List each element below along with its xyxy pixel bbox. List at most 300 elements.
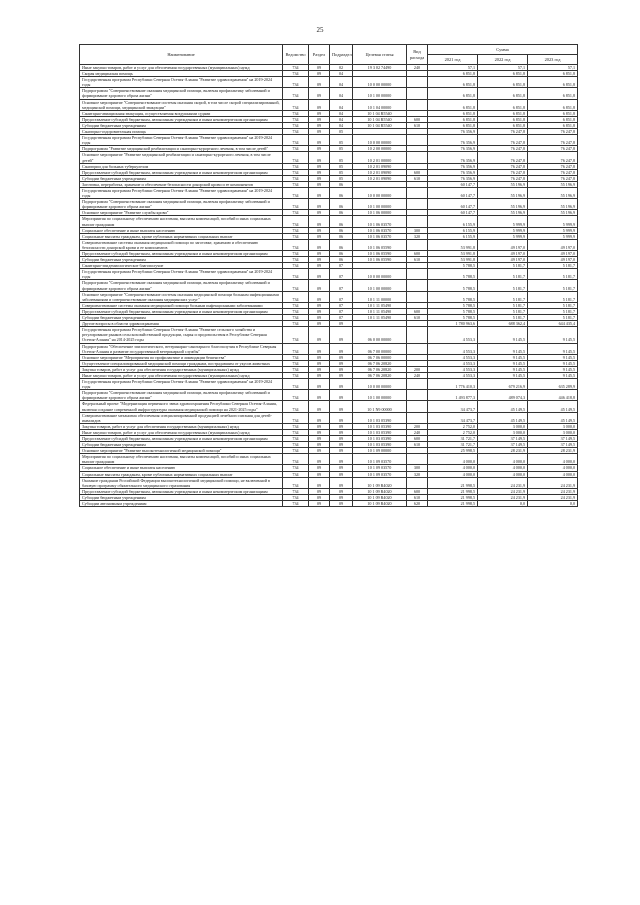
cell-ved: 734 <box>283 488 309 494</box>
cell-razd: 09 <box>309 239 330 250</box>
cell-ved: 734 <box>283 302 309 308</box>
cell-razd: 09 <box>309 210 330 216</box>
cell-vr: 610 <box>407 175 428 181</box>
table-row <box>80 477 578 488</box>
cell-vr <box>407 280 428 291</box>
cell-name: Подпрограмма "Совершенствование оказания медицинской помощи, включая профилактику заболеваний и формирование здорового образа жизни" <box>80 199 283 210</box>
table-row <box>80 99 578 110</box>
cell-cs: 10 1 04 R5540 <box>353 122 407 128</box>
cell-razd: 09 <box>309 379 330 390</box>
cell-2022: 24 231,9 <box>478 494 528 500</box>
cell-razd: 09 <box>309 454 330 465</box>
cell-2021: 6 851,8 <box>428 122 478 128</box>
cell-name: Субсидии бюджетным учреждениям <box>80 175 283 181</box>
cell-2021: 5 788,5 <box>428 308 478 314</box>
cell-name: Другие вопросы в области здравоохранения <box>80 321 283 327</box>
cell-2021: 34 473,7 <box>428 412 478 423</box>
cell-vr: 300 <box>407 465 428 471</box>
cell-razd: 09 <box>309 494 330 500</box>
cell-2023: 5 181,7 <box>528 280 578 291</box>
cell-ved: 734 <box>283 442 309 448</box>
cell-name: Предоставление субсидий бюджетным, автономным учреждениям и иным некоммерческим организациям <box>80 308 283 314</box>
cell-2023: 6 851,8 <box>528 77 578 88</box>
cell-2022: 9 145,5 <box>478 372 528 378</box>
cell-ved: 734 <box>283 291 309 302</box>
cell-cs: 10 1 03 05390 <box>353 412 407 423</box>
cell-razd: 09 <box>309 175 330 181</box>
cell-razd: 09 <box>309 251 330 257</box>
cell-name: Субсидии бюджетным учреждениям <box>80 442 283 448</box>
cell-vr: 240 <box>407 65 428 71</box>
cell-ved: 734 <box>283 390 309 401</box>
cell-ved: 734 <box>283 372 309 378</box>
cell-ved: 734 <box>283 129 309 135</box>
cell-razd: 09 <box>309 169 330 175</box>
cell-podr: 09 <box>330 321 353 327</box>
cell-podr: 04 <box>330 122 353 128</box>
cell-vr <box>407 135 428 146</box>
cell-2021: 4 000,0 <box>428 465 478 471</box>
cell-2021: 25 998,5 <box>428 448 478 454</box>
cell-2021: 34 473,7 <box>428 401 478 412</box>
cell-cs: 10 1 09 R4020 <box>353 501 407 507</box>
cell-vr <box>407 77 428 88</box>
cell-ved: 734 <box>283 465 309 471</box>
cell-2023: 0,0 <box>528 501 578 507</box>
cell-2023: 6 851,8 <box>528 88 578 99</box>
cell-cs: 10 1 04 R5540 <box>353 110 407 116</box>
cell-2022: 5 181,7 <box>478 269 528 280</box>
cell-2021: 76 356,9 <box>428 135 478 146</box>
cell-ved: 734 <box>283 308 309 314</box>
cell-podr: 09 <box>330 448 353 454</box>
cell-ved: 734 <box>283 423 309 429</box>
cell-vr <box>407 99 428 110</box>
cell-2021: 60 147,7 <box>428 199 478 210</box>
cell-podr: 06 <box>330 199 353 210</box>
cell-name: Оказание гражданам Российской Федерации высокотехнологичной медицинской помощи, не включенной в базовую программу обязательного медицинского страхования <box>80 477 283 488</box>
table-row <box>80 379 578 390</box>
cell-name: Мероприятия по социальному обеспечению населения, выплаты компенсаций, пособий и иных социальных выплат гражданам <box>80 216 283 227</box>
cell-cs: 10 1 09 03570 <box>353 465 407 471</box>
cell-2023: 5 181,7 <box>528 263 578 269</box>
cell-name: Совершенствование системы оказания медицинской помощи больным инфекционными заболеваниями <box>80 302 283 308</box>
cell-podr: 06 <box>330 187 353 198</box>
cell-podr: 06 <box>330 239 353 250</box>
cell-name: Предоставление субсидий бюджетным, автономным учреждениям и иным некоммерческим организациям <box>80 169 283 175</box>
cell-razd: 09 <box>309 488 330 494</box>
cell-vr: 600 <box>407 116 428 122</box>
cell-2021: 31 721,7 <box>428 442 478 448</box>
cell-2023: 28 231,9 <box>528 448 578 454</box>
cell-ved: 734 <box>283 65 309 71</box>
cell-2021: 76 356,9 <box>428 175 478 181</box>
table-row <box>80 135 578 146</box>
cell-2021: 5 788,5 <box>428 280 478 291</box>
cell-cs: 10 1 11 05490 <box>353 308 407 314</box>
cell-cs: 19 3 02 74490 <box>353 65 407 71</box>
cell-vr: 240 <box>407 429 428 435</box>
cell-vr: 600 <box>407 488 428 494</box>
cell-2022: 76 247,8 <box>478 169 528 175</box>
cell-razd: 09 <box>309 390 330 401</box>
cell-razd: 09 <box>309 187 330 198</box>
cell-2021: 6 155,9 <box>428 216 478 227</box>
cell-2021: 21 998,5 <box>428 494 478 500</box>
cell-2022: 489 074,3 <box>478 390 528 401</box>
cell-cs: 10 1 09 03570 <box>353 454 407 465</box>
cell-name: Основное мероприятие "Развитие службы крови" <box>80 210 283 216</box>
cell-2021: 6 155,9 <box>428 227 478 233</box>
cell-vr <box>407 390 428 401</box>
cell-name: Предоставление субсидий бюджетным, автономным учреждениям и иным некоммерческим организациям <box>80 488 283 494</box>
cell-2022: 45 149,5 <box>478 401 528 412</box>
cell-name: Субсидии бюджетным учреждениям <box>80 122 283 128</box>
cell-vr <box>407 401 428 412</box>
cell-cs: 10 1 06 03570 <box>353 216 407 227</box>
cell-2023: 5 181,7 <box>528 291 578 302</box>
cell-vr <box>407 343 428 354</box>
cell-podr: 06 <box>330 251 353 257</box>
cell-2023: 76 247,8 <box>528 175 578 181</box>
cell-razd: 09 <box>309 465 330 471</box>
cell-razd: 09 <box>309 280 330 291</box>
cell-2021: 1 493 877,3 <box>428 390 478 401</box>
cell-razd: 09 <box>309 135 330 146</box>
cell-2022: 55 196,9 <box>478 210 528 216</box>
cell-name: Государственная программа Республики Северная Осетия-Алания "Развитие здравоохранения" на 2019-2024 годы <box>80 135 283 146</box>
cell-cs: 10 1 06 00000 <box>353 210 407 216</box>
cell-2021: 1 780 963,6 <box>428 321 478 327</box>
cell-2021: 57,1 <box>428 65 478 71</box>
cell-ved: 734 <box>283 315 309 321</box>
cell-2021: 6 851,8 <box>428 116 478 122</box>
table-header <box>80 45 578 65</box>
budget-table <box>79 44 578 507</box>
cell-ved: 734 <box>283 88 309 99</box>
header-razd: Раздел <box>309 45 330 65</box>
cell-cs: 10 1 00 00000 <box>353 280 407 291</box>
cell-ved: 734 <box>283 216 309 227</box>
cell-vr: 240 <box>407 372 428 378</box>
cell-vr <box>407 199 428 210</box>
cell-podr: 09 <box>330 465 353 471</box>
cell-2022: 5 181,7 <box>478 291 528 302</box>
table-body <box>80 65 578 507</box>
cell-2023: 446 418,8 <box>528 390 578 401</box>
header-ved: Ведомство <box>283 45 309 65</box>
cell-podr: 06 <box>330 181 353 187</box>
cell-name: Социальные выплаты гражданам, кроме публичных нормативных социальных выплат <box>80 233 283 239</box>
cell-cs: 06 0 00 00000 <box>353 327 407 343</box>
cell-ved: 734 <box>283 360 309 366</box>
cell-2022: 5 181,7 <box>478 263 528 269</box>
cell-2021: 76 356,9 <box>428 146 478 152</box>
cell-razd: 09 <box>309 302 330 308</box>
table-row <box>80 216 578 227</box>
cell-2022: 9 145,5 <box>478 343 528 354</box>
cell-cs: 10 1 06 05590 <box>353 251 407 257</box>
cell-razd: 09 <box>309 99 330 110</box>
cell-2022: 45 149,5 <box>478 412 528 423</box>
cell-name: Предоставление субсидий бюджетным, автономным учреждениям и иным некоммерческим организациям <box>80 251 283 257</box>
cell-vr <box>407 412 428 423</box>
cell-2023: 5 181,7 <box>528 302 578 308</box>
cell-2022: 4 000,0 <box>478 454 528 465</box>
cell-name: Совершенствование системы оказания медицинской помощи по заготовке, хранению и обеспечению безопасности донорской крови и ее компонентов <box>80 239 283 250</box>
cell-podr: 04 <box>330 99 353 110</box>
cell-2023: 3 000,0 <box>528 423 578 429</box>
cell-podr: 06 <box>330 257 353 263</box>
cell-razd: 09 <box>309 501 330 507</box>
cell-razd: 09 <box>309 401 330 412</box>
cell-name: Закупка товаров, работ и услуг для обеспечения государственных (муниципальных) нужд <box>80 423 283 429</box>
cell-ved: 734 <box>283 233 309 239</box>
cell-ved: 734 <box>283 429 309 435</box>
cell-vr <box>407 477 428 488</box>
cell-razd: 09 <box>309 269 330 280</box>
cell-2022: 28 231,9 <box>478 448 528 454</box>
cell-ved: 734 <box>283 471 309 477</box>
cell-2022: 76 247,8 <box>478 135 528 146</box>
cell-name: Субсидии автономным учреждениям <box>80 501 283 507</box>
cell-cs: 10 1 03 05390 <box>353 429 407 435</box>
cell-podr: 04 <box>330 116 353 122</box>
cell-ved: 734 <box>283 239 309 250</box>
page-number: 25 <box>316 26 324 34</box>
cell-ved: 734 <box>283 135 309 146</box>
cell-name: Санатории для больных туберкулезом <box>80 163 283 169</box>
cell-name: Субсидии бюджетным учреждениям <box>80 494 283 500</box>
cell-podr: 09 <box>330 454 353 465</box>
cell-podr: 09 <box>330 471 353 477</box>
cell-2022: 5 181,7 <box>478 302 528 308</box>
cell-razd: 09 <box>309 442 330 448</box>
header-sum: Сумма <box>428 45 578 55</box>
cell-name: Федеральный проект "Модернизация первичного звена здравоохранения Республики Северная Осетия-Алания, включая создание современной инфраструктуры оказания медицинской помощи на 2021-2025 годы" <box>80 401 283 412</box>
cell-razd: 09 <box>309 471 330 477</box>
cell-ved: 734 <box>283 343 309 354</box>
cell-2023: 9 145,5 <box>528 372 578 378</box>
cell-2021: 6 851,8 <box>428 77 478 88</box>
cell-cs: 06 7 06 20820 <box>353 360 407 366</box>
cell-razd: 09 <box>309 308 330 314</box>
table-row <box>80 77 578 88</box>
cell-2023: 5 181,7 <box>528 269 578 280</box>
cell-2021: 4 553,3 <box>428 343 478 354</box>
cell-cs: 10 1 11 05490 <box>353 302 407 308</box>
cell-2023: 4 000,0 <box>528 465 578 471</box>
cell-2023: 49 197,0 <box>528 239 578 250</box>
cell-2021: 53 991,8 <box>428 257 478 263</box>
cell-podr: 05 <box>330 152 353 163</box>
cell-ved: 734 <box>283 327 309 343</box>
cell-cs: 10 2 01 00000 <box>353 152 407 163</box>
cell-2023: 3 000,0 <box>528 429 578 435</box>
cell-2022: 679 216,9 <box>478 379 528 390</box>
cell-podr: 09 <box>330 401 353 412</box>
header-name: Наименование <box>80 45 283 65</box>
cell-2021: 5 788,5 <box>428 269 478 280</box>
cell-2023: 9 145,5 <box>528 327 578 343</box>
cell-name: Подпрограмма "Совершенствование оказания медицинской помощи, включая профилактику заболеваний и формирование здорового образа жизни" <box>80 88 283 99</box>
cell-ved: 734 <box>283 448 309 454</box>
cell-razd: 09 <box>309 163 330 169</box>
cell-cs: 10 1 09 R4020 <box>353 488 407 494</box>
cell-cs: 10 1 04 00000 <box>353 99 407 110</box>
cell-razd: 09 <box>309 315 330 321</box>
cell-2021: 1 776 410,3 <box>428 379 478 390</box>
cell-podr: 05 <box>330 169 353 175</box>
cell-razd: 09 <box>309 233 330 239</box>
cell-cs: 10 0 00 00000 <box>353 187 407 198</box>
cell-name: Мероприятия по социальному обеспечению населения, выплаты компенсаций, пособий и иных социальных выплат гражданам <box>80 454 283 465</box>
cell-2023: 9 145,5 <box>528 360 578 366</box>
table-row <box>80 88 578 99</box>
cell-cs: 10 0 00 00000 <box>353 77 407 88</box>
cell-vr <box>407 187 428 198</box>
cell-cs: 10 1 11 00000 <box>353 291 407 302</box>
cell-2021: 6 851,8 <box>428 71 478 77</box>
cell-vr <box>407 239 428 250</box>
cell-razd: 09 <box>309 129 330 135</box>
cell-name: Предоставление субсидий бюджетным, автономным учреждениям и иным некоммерческим организациям <box>80 116 283 122</box>
cell-razd: 09 <box>309 216 330 227</box>
cell-ved: 734 <box>283 199 309 210</box>
cell-cs: 06 7 06 20820 <box>353 366 407 372</box>
cell-ved: 734 <box>283 501 309 507</box>
cell-2021: 6 851,8 <box>428 88 478 99</box>
cell-podr: 07 <box>330 315 353 321</box>
cell-2023: 24 231,9 <box>528 494 578 500</box>
cell-2021: 6 851,8 <box>428 99 478 110</box>
cell-razd: 09 <box>309 146 330 152</box>
cell-name: Основное мероприятие "Развитие высокотехнологичной медицинской помощи" <box>80 448 283 454</box>
header-2022: 2022 год <box>478 55 528 65</box>
cell-razd: 09 <box>309 257 330 263</box>
cell-2021: 4 553,3 <box>428 354 478 360</box>
cell-2023: 55 196,9 <box>528 187 578 198</box>
cell-2022: 76 247,8 <box>478 146 528 152</box>
cell-2023: 6 851,8 <box>528 122 578 128</box>
cell-2022: 5 181,7 <box>478 308 528 314</box>
cell-2021: 76 356,9 <box>428 163 478 169</box>
cell-name: Социальные выплаты гражданам, кроме публичных нормативных социальных выплат <box>80 471 283 477</box>
cell-2022: 76 247,8 <box>478 129 528 135</box>
cell-podr: 07 <box>330 263 353 269</box>
cell-2021: 4 553,3 <box>428 327 478 343</box>
cell-2021: 53 991,8 <box>428 251 478 257</box>
cell-cs: 06 7 00 00000 <box>353 343 407 354</box>
budget-table-container <box>79 44 577 507</box>
cell-cs: 10 1 09 00000 <box>353 448 407 454</box>
cell-vr <box>407 379 428 390</box>
cell-podr: 06 <box>330 227 353 233</box>
cell-podr: 05 <box>330 135 353 146</box>
cell-cs: 10 1 N9 00000 <box>353 401 407 412</box>
cell-ved: 734 <box>283 280 309 291</box>
table-row <box>80 269 578 280</box>
cell-vr <box>407 291 428 302</box>
cell-2022: 49 197,0 <box>478 257 528 263</box>
cell-2023: 76 247,8 <box>528 169 578 175</box>
cell-2022: 3 000,0 <box>478 429 528 435</box>
cell-ved: 734 <box>283 99 309 110</box>
cell-cs: 10 0 00 00000 <box>353 379 407 390</box>
cell-2021: 76 356,9 <box>428 129 478 135</box>
cell-podr: 04 <box>330 71 353 77</box>
cell-2022: 3 000,0 <box>478 423 528 429</box>
cell-podr: 09 <box>330 412 353 423</box>
cell-2022: 37 149,5 <box>478 442 528 448</box>
cell-cs: 10 2 01 09090 <box>353 169 407 175</box>
cell-vr: 610 <box>407 122 428 128</box>
cell-podr: 09 <box>330 327 353 343</box>
cell-name: Осуществление специализированной медицинской помощи гражданам, пострадавшим от укусов животных <box>80 360 283 366</box>
cell-vr: 600 <box>407 436 428 442</box>
cell-razd: 09 <box>309 321 330 327</box>
cell-razd: 09 <box>309 429 330 435</box>
cell-2022: 6 851,8 <box>478 122 528 128</box>
cell-razd: 09 <box>309 372 330 378</box>
cell-podr: 06 <box>330 216 353 227</box>
cell-name: Подпрограмма "Развитие медицинской реабилитации и санаторно-курортного лечения, в том числе детей" <box>80 146 283 152</box>
cell-2023: 5 181,7 <box>528 308 578 314</box>
cell-cs: 10 0 00 00000 <box>353 269 407 280</box>
cell-2023: 644 435,4 <box>528 321 578 327</box>
cell-name: Иные закупки товаров, работ и услуг для обеспечения государственных (муниципальных) нужд <box>80 65 283 71</box>
cell-podr: 09 <box>330 494 353 500</box>
cell-name: Государственная программа Республики Северная Осетия-Алания "Развитие сельского хозяйства и регулирование рынков сельскохозяйственной продукции, сырья и продовольствия в Республике Северная Осетия-Алания" на 2014-2025 годы <box>80 327 283 343</box>
cell-name: Государственная программа Республики Северная Осетия-Алания "Развитие здравоохранения" на 2019-2024 годы <box>80 269 283 280</box>
cell-2023: 6 851,8 <box>528 71 578 77</box>
cell-name: Предоставление субсидий бюджетным, автономным учреждениям и иным некоммерческим организациям <box>80 436 283 442</box>
cell-podr: 09 <box>330 360 353 366</box>
cell-ved: 734 <box>283 401 309 412</box>
cell-razd: 09 <box>309 181 330 187</box>
cell-name: Скорая медицинская помощь <box>80 71 283 77</box>
cell-2023: 76 247,8 <box>528 146 578 152</box>
cell-razd: 09 <box>309 423 330 429</box>
cell-2022: 9 145,5 <box>478 360 528 366</box>
cell-2023: 5 999,9 <box>528 227 578 233</box>
cell-2021: 53 991,8 <box>428 239 478 250</box>
cell-2023: 6 851,8 <box>528 116 578 122</box>
cell-cs: 06 7 06 00000 <box>353 354 407 360</box>
cell-vr: 300 <box>407 227 428 233</box>
cell-vr: 610 <box>407 494 428 500</box>
cell-cs: 10 0 00 00000 <box>353 135 407 146</box>
cell-ved: 734 <box>283 494 309 500</box>
cell-vr: 600 <box>407 308 428 314</box>
cell-2022: 49 197,0 <box>478 239 528 250</box>
cell-2023: 55 196,9 <box>528 181 578 187</box>
cell-2022: 5 999,9 <box>478 216 528 227</box>
cell-2023: 45 149,5 <box>528 412 578 423</box>
cell-2023: 24 231,9 <box>528 477 578 488</box>
cell-name: Санитарно-эпидемиологическое благополучие <box>80 263 283 269</box>
cell-2023: 57,1 <box>528 65 578 71</box>
cell-2022: 0,0 <box>478 501 528 507</box>
cell-2022: 55 196,9 <box>478 199 528 210</box>
cell-name: Санитарно-авиационная эвакуация, осуществляемая воздушными судами <box>80 110 283 116</box>
table-row <box>80 199 578 210</box>
cell-cs: 10 1 09 R4020 <box>353 477 407 488</box>
cell-2023: 9 145,5 <box>528 354 578 360</box>
header-cs: Целевая статья <box>353 45 407 65</box>
cell-razd: 09 <box>309 71 330 77</box>
cell-ved: 734 <box>283 181 309 187</box>
